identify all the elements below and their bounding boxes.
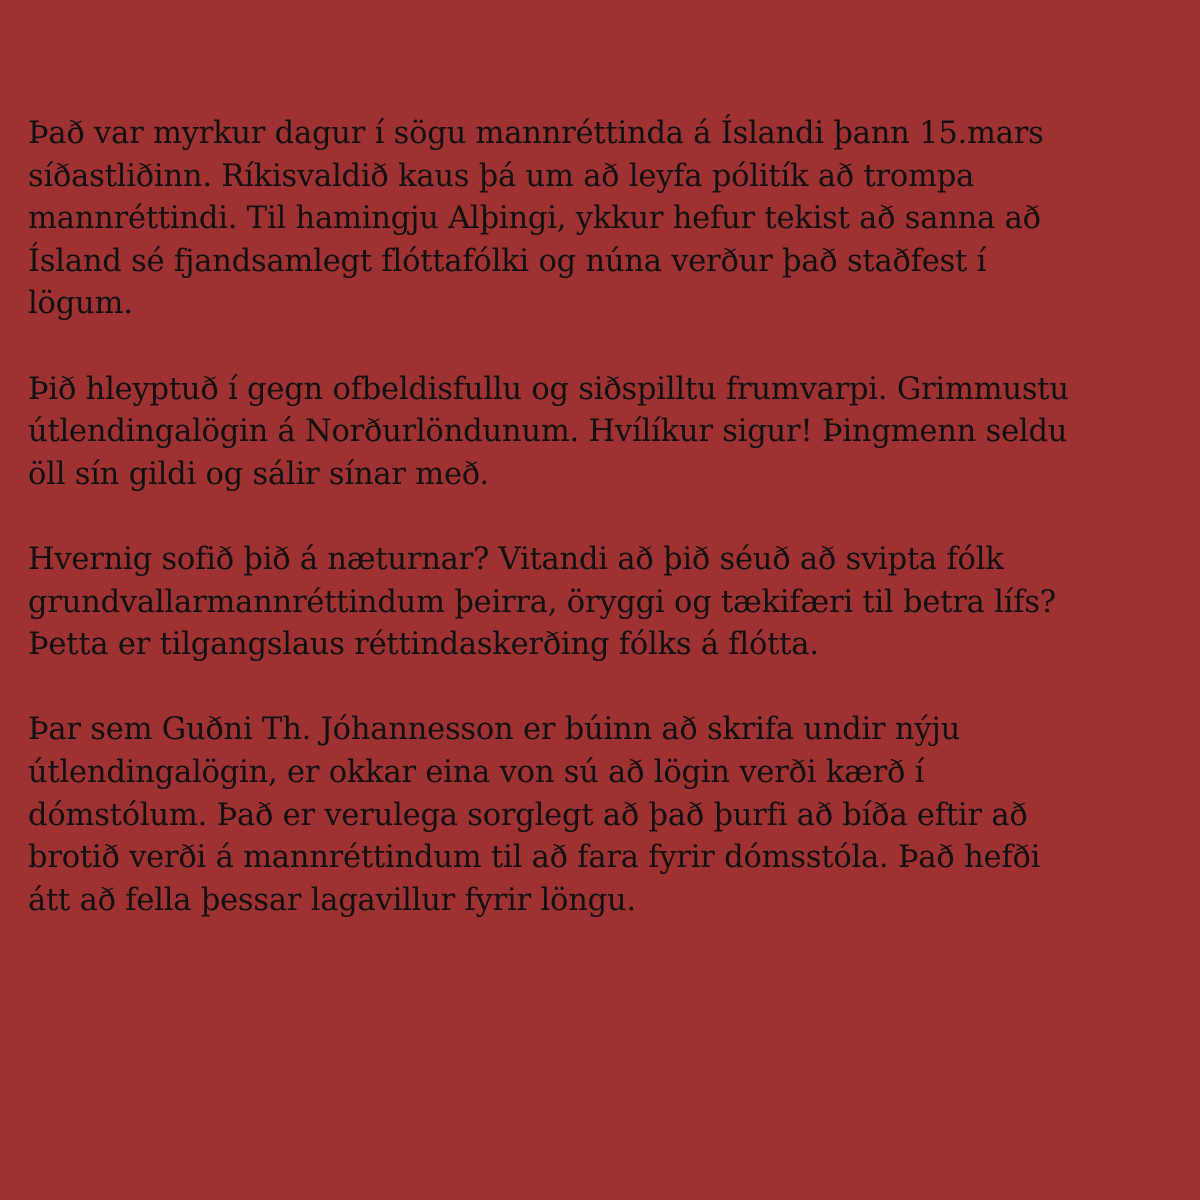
text-line: öll sín gildi og sálir sínar með. [28,456,489,492]
statement-text [28,113,1178,922]
paragraph-1 [28,113,1178,326]
text-line: Þetta er tilgangslaus réttindaskerðing fólks á flótta. [28,627,819,663]
text-line: brotið verði á mannréttindum til að fara fyrir dómsstóla. Það hefði [28,840,1041,876]
text-line: átt að fella þessar lagavillur fyrir löngu. [28,882,636,918]
text-line: útlendingalögin, er okkar eina von sú að lögin verði kærð í [28,754,925,790]
text-line: lögum. [28,286,133,322]
text-line: Þið hleyptuð í gegn ofbeldisfullu og siðspilltu frumvarpi. Grimmustu [28,371,1069,407]
text-line: grundvallarmannréttindum þeirra, öryggi og tækifæri til betra lífs? [28,584,1056,620]
paragraph-2 [28,369,1178,497]
text-line: Það var myrkur dagur í sögu mannréttinda á Íslandi þann 15.mars [28,116,1044,151]
text-line: dómstólum. Það er verulega sorglegt að það þurfi að bíða eftir að [28,797,1028,833]
text-line: Ísland sé fjandsamlegt flóttafólki og núna verður það staðfest í [28,243,987,279]
text-line: mannréttindi. Til hamingju Alþingi, ykkur hefur tekist að sanna að [28,201,1041,237]
text-line: Þar sem Guðni Th. Jóhannesson er búinn að skrifa undir nýju [28,712,961,748]
text-line: síðastliðinn. Ríkisvaldið kaus þá um að leyfa pólitík að trompa [28,158,975,194]
text-line: útlendingalögin á Norðurlöndunum. Hvílíkur sigur! Þingmenn seldu [28,414,1068,450]
text-line: Hvernig sofið þið á næturnar? Vitandi að þið séuð að svipta fólk [28,541,1004,577]
paragraph-4 [28,709,1178,922]
paragraph-3 [28,539,1178,667]
